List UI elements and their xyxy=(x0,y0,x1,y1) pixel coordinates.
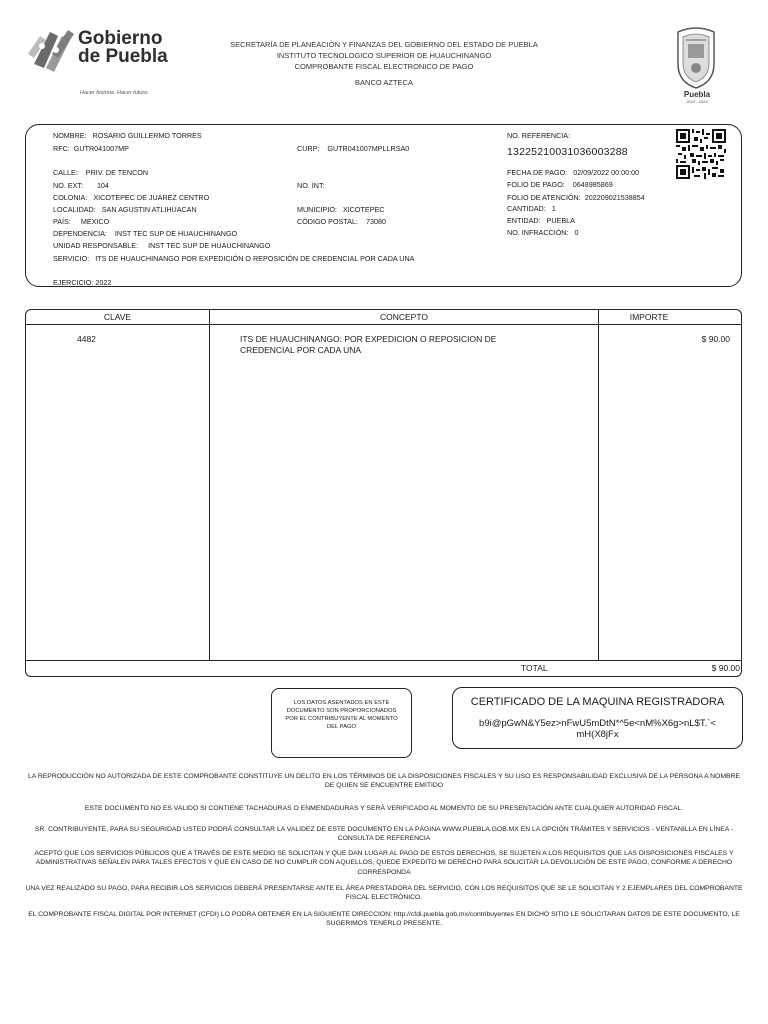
cp-value: 73080 xyxy=(365,217,386,226)
legal-paragraph-4: ACEPTO QUE LOS SERVICIOS PÚBLICOS QUE A TRAVÉS DE ESTE MEDIO SE SOLICITAN Y QUE DAN LUGAR AL PAGO DE ESTOS DERECHOS, SE SUJETEN A LOS REQUISITOS QUE LAS DISPOSICIONES FISCALES Y ADMINISTRATIVAS SEÑALEN PARA TALES EFECTOS Y QUE EN CASO DE NO CUMPLIR CON AQUELLOS, QUEDE EXPEDITO MI DERECHO PARA SOLICITAR LA DEVOLUCIÓN DE ESTE PAGO, CONFORME A DERECHO CORRESPONDA xyxy=(34,850,734,876)
legal-paragraph-1: LA REPRODUCCIÓN NO AUTORIZADA DE ESTE COMPROBANTE CONSTITUYE UN DELITO EN LOS TÉRMINOS DE LA DISPOSICIONES FISCALES Y SU USO ES RESPONSABILIDAD EXCLUSIVA DE LA PERSONA A NOMBRE DE QUIEN SE ENCUENTRE EMITIDO xyxy=(28,773,740,790)
unidad-value: INST TEC SUP DE HUAUCHINANGO xyxy=(148,241,271,250)
dependencia-value: INST TEC SUP DE HUAUCHINANGO xyxy=(114,229,238,238)
municipio-field xyxy=(297,205,384,215)
header-clave: CLAVE xyxy=(103,312,132,322)
total-value: $ 90.00 xyxy=(711,663,740,673)
localidad-label: LOCALIDAD: xyxy=(53,205,96,214)
nombre-field xyxy=(53,131,202,141)
curp-value: GUTR041007MPLLRSA0 xyxy=(327,144,410,153)
row-clave: 4482 xyxy=(77,334,96,344)
legal-paragraph-2: ESTE DOCUMENTO NO ES VALIDO SI CONTIENE TACHADURAS O ENMENDADURAS Y SERÁ VERIFICADO AL MOMENTO DE SU PRESENTACIÓN ANTE CUALQUIER AUTORIDAD FISCAL. xyxy=(84,805,684,812)
ejercicio-label: EJERCICIO: xyxy=(53,278,94,287)
header-secretaria: SECRETARÍA DE PLANEACIÓN Y FINANZAS DEL GOBIERNO DEL ESTADO DE PUEBLA xyxy=(230,40,538,49)
pais-value: MEXICO xyxy=(80,217,110,226)
colonia-field xyxy=(53,193,209,203)
header-importe: IMPORTE xyxy=(629,312,669,322)
logo-tagline: Hacer historia. Hacer futuro. xyxy=(80,90,149,96)
table-total-divider xyxy=(26,660,741,661)
seal-label: Puebla xyxy=(683,90,711,99)
curp-field xyxy=(297,144,409,154)
puebla-seal xyxy=(672,26,720,90)
cp-label: CÓDIGO POSTAL: xyxy=(297,217,358,226)
table-col-divider-2 xyxy=(598,310,599,660)
localidad-field xyxy=(53,205,197,215)
cantidad-value: 1 xyxy=(551,204,556,213)
entidad-field xyxy=(507,216,575,226)
fecha-pago-value: 02/09/2022 00:00:00 xyxy=(573,168,640,177)
header-comprobante: COMPROBANTE FISCAL ELECTRONICO DE PAGO xyxy=(294,62,474,71)
no-ext-value: 104 xyxy=(96,181,109,190)
pais-field xyxy=(53,217,109,227)
localidad-value: SAN AGUSTIN ATLIHUACAN xyxy=(101,205,197,214)
calle-field xyxy=(53,168,148,178)
no-int-field xyxy=(297,181,325,191)
folio-atencion-value: 202209021538854 xyxy=(584,193,645,202)
unidad-label: UNIDAD RESPONSABLE: xyxy=(53,241,139,250)
codigo-postal-field xyxy=(297,217,386,227)
referencia-label: NO. REFERENCIA: xyxy=(507,131,571,140)
colonia-label: COLONIA: xyxy=(53,193,88,202)
nombre-label: NOMBRE: xyxy=(53,131,87,140)
ejercicio-value: 2022 xyxy=(95,278,112,287)
certificado-code: b9i@pGwN&Y5ez>nFwU5mDtN*^5e<nM%X6g>nL$T.`< mH(X8jFx xyxy=(479,718,716,740)
calle-value: PRIV. DE TENCON xyxy=(85,168,149,177)
nombre-value: ROSARIO GUILLERMO TORRES xyxy=(92,131,202,140)
infraccion-field xyxy=(507,228,579,238)
calle-label: CALLE: xyxy=(53,168,78,177)
rfc-field xyxy=(53,144,129,154)
header-instituto: INSTITUTO TECNOLOGICO SUPERIOR DE HUAUCHINANGO xyxy=(276,51,492,60)
unidad-responsable-field xyxy=(53,241,270,251)
folio-pago-label: FOLIO DE PAGO: xyxy=(507,180,565,189)
seal-years: 2019 - 2024 xyxy=(686,99,708,104)
disclaimer-box: LOS DATOS ASENTADOS EN ESTE DOCUMENTO SON PROPORCIONADOS POR EL CONTRIBUYENTE AL MOMENTO DEL PAGO xyxy=(271,688,412,758)
servicio-value: ITS DE HUAUCHINANGO POR EXPEDICIÓN O REPOSICIÓN DE CREDENCIAL POR CADA UNA xyxy=(95,254,415,263)
referencia-value: 13225210031036003288 xyxy=(507,146,628,158)
row-concepto: ITS DE HUAUCHINANGO: POR EXPEDICION O REPOSICION DE CREDENCIAL POR CADA UNA xyxy=(240,334,497,355)
legal-paragraph-3: SR. CONTRIBUYENTE, PARA SU SEGURIDAD USTED PODRÁ CONSULTAR LA VALIDEZ DE ESTE DOCUMENTO EN LA PÁGINA WWW.PUEBLA.GOB.MX EN LA OPCIÓN TRÁMITES Y SERVICIOS - VENTANILLA EN LÍNEA - CONSULTA DE REFERENCIA xyxy=(34,826,734,843)
qr-code-icon xyxy=(676,129,726,179)
dependencia-field xyxy=(53,229,237,239)
logo-line-2: de Puebla xyxy=(78,46,168,67)
header-bank: BANCO AZTECA xyxy=(355,78,413,87)
municipio-value: XICOTEPEC xyxy=(342,205,385,214)
servicio-field xyxy=(53,254,414,264)
entidad-value: PUEBLA xyxy=(546,216,575,225)
servicio-label: SERVICIO: xyxy=(53,254,90,263)
municipio-label: MUNICIPIO: xyxy=(297,205,337,214)
cantidad-label: CANTIDAD: xyxy=(507,204,546,213)
no-ext-label: NO. EXT: xyxy=(53,181,83,190)
header-concepto: CONCEPTO xyxy=(379,312,429,322)
rfc-value: GUTR041007MP xyxy=(73,144,129,153)
coat-of-arms-icon xyxy=(672,26,720,90)
folio-atencion-label: FOLIO DE ATENCIÓN: xyxy=(507,193,581,202)
legal-paragraph-6: EL COMPROBANTE FISCAL DIGITAL POR INTERNET (CFDI) LO PODRA OBTENER EN LA SIGUIENTE DIRECCION: http://cfdi.puebla.gob.mx/contribuyentes EN DICHO SITIO LE SOLICITARAN DATOS DE ESTE DOCUMENTO, LE SUGERIMOS TENERLO PRESENTE. xyxy=(28,911,740,928)
table-col-divider-1 xyxy=(209,310,210,660)
fecha-pago-label: FECHA DE PAGO: xyxy=(507,168,568,177)
total-label: TOTAL xyxy=(521,663,548,673)
concepts-table xyxy=(25,309,742,677)
logo-line-1: Gobierno xyxy=(78,28,163,49)
infraccion-label: NO. INFRACCIÓN: xyxy=(507,228,569,237)
certificado-title: CERTIFICADO DE LA MAQUINA REGISTRADORA xyxy=(470,696,725,708)
pais-label: PAÍS: xyxy=(53,217,71,226)
entidad-label: ENTIDAD: xyxy=(507,216,541,225)
curp-label: CURP: xyxy=(297,144,320,153)
no-ext-field xyxy=(53,181,109,191)
row-importe: $ 90.00 xyxy=(701,334,730,344)
folio-atencion-field xyxy=(507,193,645,203)
ejercicio-field xyxy=(53,278,111,288)
table-header-divider xyxy=(26,324,741,325)
no-int-label: NO. INT: xyxy=(297,181,325,190)
rfc-label: RFC: xyxy=(53,144,70,153)
certificado-box xyxy=(452,687,743,749)
fecha-pago-field xyxy=(507,168,639,178)
colonia-value: XICOTEPEC DE JUAREZ CENTRO xyxy=(93,193,210,202)
folio-pago-field xyxy=(507,180,613,190)
cantidad-field xyxy=(507,204,556,214)
folio-pago-value: 0648985869 xyxy=(572,180,613,189)
legal-paragraph-5: UNA VEZ REALIZADO SU PAGO, PARA RECIBIR LOS SERVICIOS DEBERÁ PRESENTARSE ANTE EL ÁREA PRESTADORA DEL SERVICIO, CON LOS REQUISITOS QUE SE LE SOLICITAN Y 2 EJEMPLARES DEL COMPROBANTE FISCAL ELECTRÓNICO. xyxy=(25,885,743,902)
infraccion-value: 0 xyxy=(574,228,579,237)
dependencia-label: DEPENDENCIA: xyxy=(53,229,107,238)
